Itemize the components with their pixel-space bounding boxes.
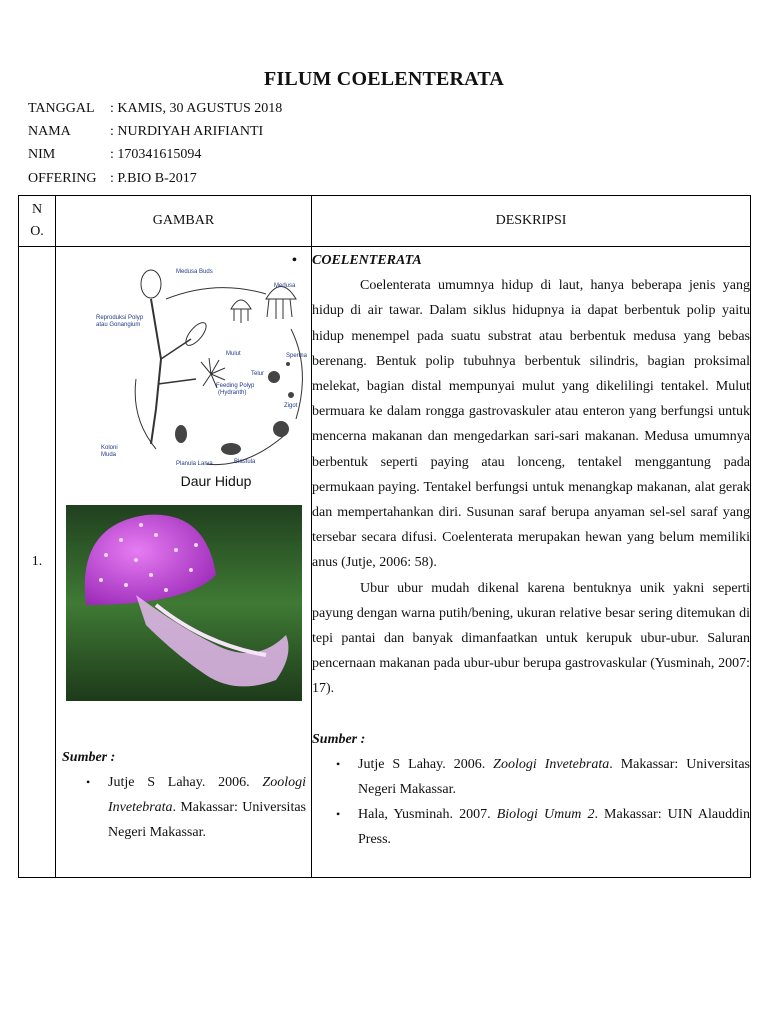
meta-value: : 170341615094 <box>110 147 202 162</box>
header-no-line2: O. <box>30 224 44 239</box>
source-author: Hala, Yusminah. 2007. <box>358 807 497 823</box>
desc-sumber-label: Sumber : <box>312 731 366 747</box>
source-title: Biologi Umum 2 <box>496 807 595 823</box>
header-deskripsi: DESKRIPSI <box>312 196 751 247</box>
deskripsi-cell <box>312 247 751 878</box>
source-author: Jutje S Lahay. 2006. <box>108 775 263 790</box>
meta-label: NAMA <box>28 124 71 139</box>
meta-nama <box>28 124 263 140</box>
label-reproduksi-1: Reproduksi Polyp <box>96 315 144 321</box>
gambar-source-item <box>62 770 306 845</box>
label-medusa-buds: Medusa Buds <box>176 269 213 275</box>
label-sperma: Sperma <box>286 353 308 359</box>
desc-source-item <box>312 752 750 802</box>
desc-heading: • COELENTERATA <box>312 248 750 273</box>
gambar-sumber-label: Sumber : <box>62 750 116 765</box>
label-medusa: Medusa <box>274 283 296 289</box>
label-reproduksi-2: atau Gonangium <box>96 322 141 328</box>
source-publisher: . Makassar: Universitas Negeri Makassar. <box>358 756 750 798</box>
life-cycle-diagram <box>96 259 316 479</box>
header-gambar: GAMBAR <box>56 196 312 247</box>
source-author: Jutje S Lahay. 2006. <box>358 756 494 772</box>
meta-offering <box>28 171 197 187</box>
label-feeding-1: Feeding Polyp <box>216 383 255 389</box>
page-title: FILUM COELENTERATA <box>263 68 505 90</box>
meta-tanggal <box>28 101 282 117</box>
desc-paragraph-2: Ubur ubur mudah dikenal karena bentuknya unik yakni seperti payung dengan warna putih/bening, ukuran relative besar sering ditemukan di tepi pantai dan banyak dimanfaatkan untuk kerupuk ubur-ubur. Saluran pencernaan makanan pada ubur-ubur berupa gastrovaskular (Yusminah, 2007: 17). <box>312 580 750 697</box>
jellyfish-photo <box>66 505 302 701</box>
meta-value: : P.BIO B-2017 <box>110 171 197 186</box>
label-feeding-2: (Hydranth) <box>218 390 247 396</box>
source-title: Zoologi Invetebrata <box>493 756 610 772</box>
meta-value: : NURDIYAH ARIFIANTI <box>110 124 264 139</box>
source-publisher: . Makassar: UIN Alauddin Press. <box>358 807 750 848</box>
label-zigot: Zigot <box>284 403 298 409</box>
content-table <box>18 195 751 878</box>
diagram-caption: Daur Hidup <box>180 473 252 489</box>
label-mulut: Mulut <box>226 351 241 357</box>
label-koloni-1: Koloni <box>101 445 118 451</box>
table-row <box>19 247 751 878</box>
meta-value: : KAMIS, 30 AGUSTUS 2018 <box>110 101 283 116</box>
source-publisher: . Makassar: Universitas Negeri Makassar. <box>108 800 306 840</box>
meta-nim <box>28 147 201 163</box>
source-title: Zoologi Invetebrata <box>108 775 306 815</box>
desc-paragraph-1: Coelenterata umumnya hidup di laut, hanya beberapa jenis yang hidup di air tawar. Dalam siklus hidupnya ia dapat berbentuk polip yaitu hidup menempel pada suatu substrat atau berbentuk medusa yang bebas berenang. Bentuk polip tubuhnya berbentuk silindris, bagian proksimal melekat, bagian distal mempunyai mulut yang dikelilingi tentakel. Mulut bermuara ke dalam rongga gastrovaskuler atau enteron yang berfungsi untuk mencerna makanan dan mengedarkan sari-sari makanan. Medusa umumnya berbentuk seperti paying atau lonceng, tentakel menggantung pada permukaan paying. Tentakel berfungsi untuk menangkap makanan, alat gerak dan mempertahankan diri. Susunan saraf berupa anyaman sel-sel saraf yang tersebar secara difusi. Coelenterata merupakan hewan yang belum memiliki anus (Jutje, 2006: 58). <box>312 278 750 571</box>
gambar-sources <box>62 745 306 845</box>
label-planula: Planula Larva <box>176 461 213 467</box>
meta-label: NIM <box>28 147 56 162</box>
header-no <box>19 196 56 247</box>
table-header-row <box>19 196 751 247</box>
row-number: 1. <box>19 247 56 878</box>
meta-label: OFFERING <box>28 171 97 186</box>
meta-label: TANGGAL <box>28 101 95 116</box>
desc-source-item <box>312 802 750 852</box>
gambar-cell <box>56 247 312 878</box>
label-koloni-2: Muda <box>101 452 117 458</box>
label-telur: Telur <box>251 371 265 377</box>
header-no-line1: N <box>31 202 43 217</box>
label-blastula: Blastula <box>234 459 256 465</box>
